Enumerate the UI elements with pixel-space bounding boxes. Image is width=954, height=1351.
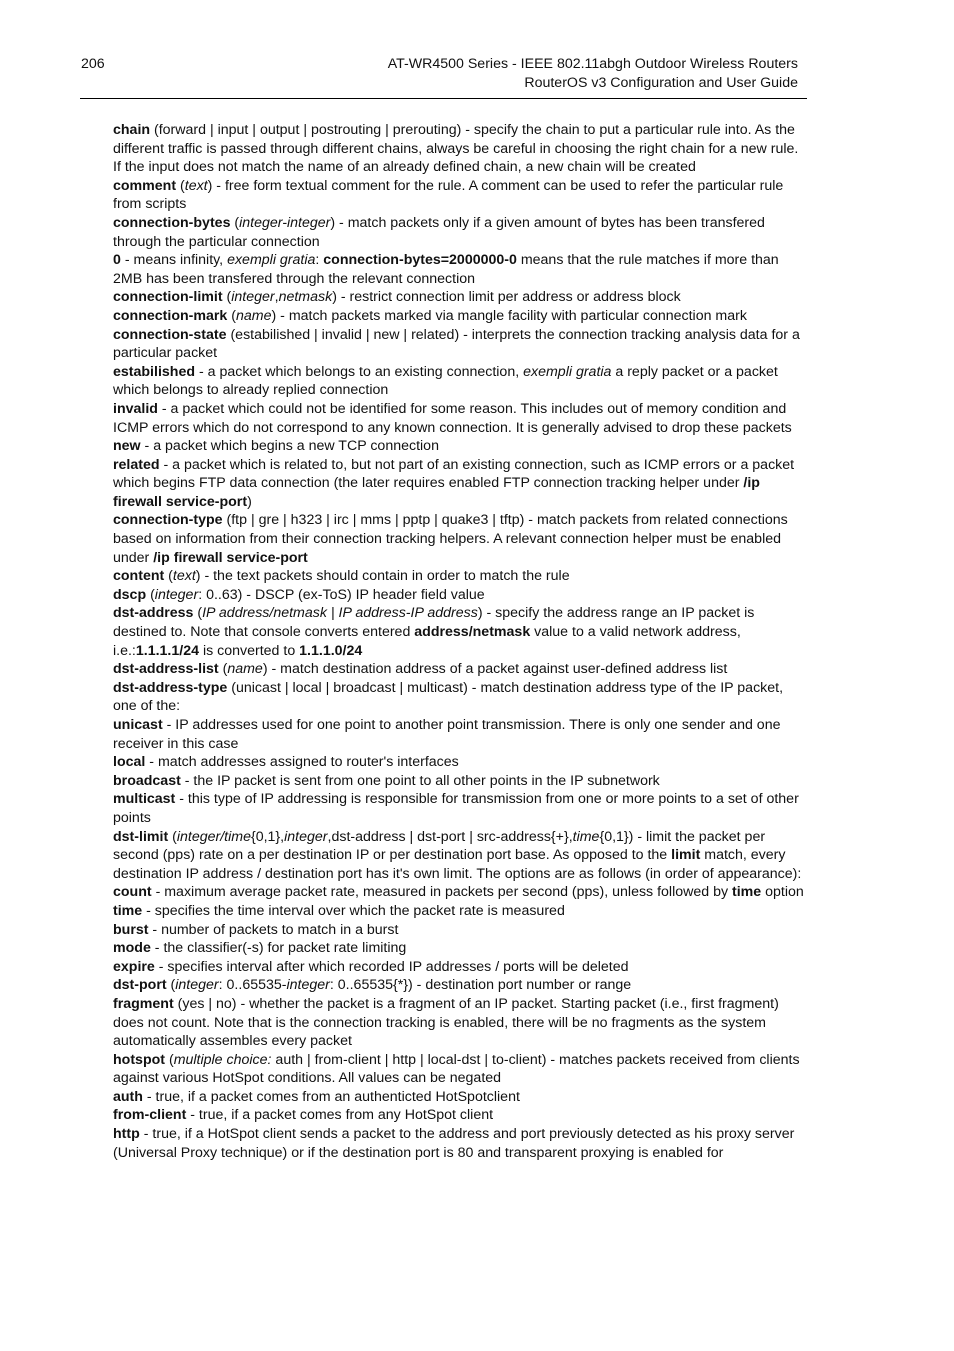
parameter-term: invalid [113, 400, 158, 417]
page-number: 206 [81, 56, 105, 72]
parameter-entry [113, 716, 807, 753]
parameter-text: - the IP packet is sent from one point to all other points in the IP subnetwork [180, 772, 660, 789]
parameter-term: comment [113, 177, 177, 194]
parameter-text: ( [165, 1051, 174, 1068]
parameter-entry [113, 604, 807, 660]
parameter-entry [113, 1051, 807, 1088]
parameter-term: connection-state [113, 326, 227, 343]
parameter-text: (unicast | local | broadcast | multicast) - match destination address type of the IP packet, one of the: [113, 679, 784, 715]
parameter-type: text [172, 568, 196, 585]
parameter-text: ,dst-address | dst-port | src-address{+}, [327, 828, 573, 845]
parameter-entry [113, 958, 807, 977]
parameter-term: local [113, 754, 146, 771]
document-title [388, 55, 798, 93]
parameter-text: ) - restrict connection limit per address or address block [332, 289, 681, 306]
parameter-entry [113, 1106, 807, 1125]
parameter-type: integer-integer [239, 214, 331, 231]
parameter-term: connection-mark [113, 307, 228, 324]
parameter-text: value to a valid network address, i.e.: [113, 624, 741, 659]
parameter-text: - means infinity, [120, 252, 228, 269]
parameter-entry [113, 307, 807, 326]
parameter-entry [113, 121, 807, 177]
parameter-term: limit [671, 847, 701, 864]
parameter-type: IP address/netmask | IP address-IP address [202, 605, 478, 622]
parameter-term: address/netmask [414, 624, 531, 641]
parameter-text: ) - free form textual comment for the rule. A comment can be used to refer the particular rule from scripts [113, 177, 784, 213]
parameter-text: match, every destination IP address / destination port has it's own limit. The options are as follows (in order of appearance): [113, 847, 802, 882]
parameter-term: time [113, 902, 143, 919]
parameter-term: 0 [113, 252, 121, 269]
parameter-type: integer [231, 289, 275, 306]
parameter-term: connection-bytes=2000000-0 [323, 252, 517, 269]
parameter-term: mode [113, 940, 151, 957]
parameter-text: ( [230, 214, 240, 231]
page-header [80, 55, 807, 99]
parameter-text: ) - match destination address of a packet against user-defined address list [262, 661, 728, 678]
parameter-text: ( [168, 828, 177, 845]
parameter-text: - true, if a packet comes from any HotSpot client [186, 1107, 494, 1124]
parameter-entry [113, 437, 807, 456]
parameter-text: means that the rule matches if more than 2MB has been transfered through the relevant connection [113, 252, 779, 287]
parameter-term: chain [113, 122, 151, 138]
parameter-term: dst-address [113, 605, 194, 622]
parameter-term: estabilished [113, 363, 196, 380]
parameter-term: dscp [113, 586, 147, 603]
parameter-entry [113, 753, 807, 772]
parameter-entry [113, 976, 807, 995]
parameter-term: connection-type [113, 512, 223, 529]
parameter-term: from-client [113, 1107, 187, 1124]
parameter-text: (forward | input | output | postrouting | prerouting) - specify the chain to put a particular rule into. As the different traffic is passed through different chains, always be careful in choosing the right chain for a new rule. If the input does not match the name of an already defined chain, a new chain will be created [113, 122, 799, 176]
parameter-text: ( [176, 177, 185, 194]
parameter-text: ) - specify the address range an IP packet is destined to. Note that console converts entered [113, 605, 755, 641]
parameter-text: - maximum average packet rate, measured in packets per second (pps), unless followed by [151, 884, 733, 901]
parameter-text: ) - the text packets should contain in order to match the rule [195, 568, 570, 585]
parameter-text: ) [247, 493, 252, 510]
parameter-term: dst-address-type [113, 679, 228, 696]
parameter-term: fragment [113, 995, 174, 1012]
parameter-entry [113, 883, 807, 902]
document-title-line-1: AT-WR4500 Series - IEEE 802.11abgh Outdoor Wireless Routers [387, 56, 798, 72]
parameter-list [113, 121, 807, 1162]
parameter-term: auth [113, 1088, 143, 1105]
parameter-term: burst [113, 921, 149, 938]
parameter-entry [113, 1088, 807, 1107]
parameter-text: ( [146, 586, 155, 603]
parameter-term: dst-limit [113, 828, 169, 845]
parameter-text: - specifies the time interval over which the packet rate is measured [142, 902, 565, 919]
parameter-type: integer [175, 977, 219, 994]
parameter-text: {0,1}, [250, 828, 285, 845]
parameter-type: multiple choice: [173, 1051, 272, 1068]
parameter-text: : 0..65535- [218, 977, 287, 994]
parameter-entry [113, 214, 807, 251]
parameter-text: ( [218, 661, 228, 678]
parameter-text: , [274, 289, 279, 306]
parameter-entry [113, 1125, 807, 1162]
parameter-term: multicast [113, 791, 176, 808]
parameter-entry [113, 326, 807, 363]
parameter-type: name [235, 307, 272, 324]
parameter-entry [113, 177, 807, 214]
parameter-entry [113, 772, 807, 791]
parameter-term: related [113, 456, 160, 473]
parameter-text: option [761, 884, 804, 901]
parameter-term: dst-port [113, 977, 167, 994]
parameter-type: exempli gratia [523, 363, 612, 380]
parameter-term: new [113, 438, 141, 455]
parameter-text: ( [166, 977, 176, 994]
parameter-term: hotspot [113, 1051, 166, 1068]
parameter-text: a reply packet or a packet which belongs to already replied connection [113, 363, 778, 399]
parameter-text: - a packet which is related to, but not part of an existing connection, such as ICMP errors or a packet which begins FTP data connection (the later requires enabled FTP connection tracking helper under [113, 456, 795, 492]
parameter-entry [113, 828, 807, 884]
parameter-text: - a packet which belongs to an existing connection, [195, 363, 524, 380]
parameter-term: content [113, 568, 165, 585]
parameter-text: - match addresses assigned to router's interfaces [145, 754, 459, 771]
parameter-term: connection-bytes [113, 214, 231, 231]
parameter-text: - specifies interval after which recorded IP addresses / ports will be deleted [154, 958, 629, 975]
parameter-term: expire [113, 958, 155, 975]
parameter-text: - a packet which begins a new TCP connection [140, 438, 439, 455]
parameter-type: exempli gratia [227, 252, 316, 269]
parameter-text: - number of packets to match in a burst [148, 921, 399, 938]
parameter-type: text [184, 177, 208, 194]
parameter-entry [113, 921, 807, 940]
parameter-type: integer [284, 828, 328, 845]
parameter-entry [113, 251, 807, 288]
parameter-term: http [113, 1126, 140, 1143]
parameter-text: - true, if a packet comes from an authenticted HotSpotclient [142, 1088, 520, 1105]
parameter-text: - the classifier(-s) for packet rate limiting [150, 940, 407, 957]
parameter-text: - this type of IP addressing is responsible for transmission from one or more points to a set of other points [113, 791, 799, 826]
parameter-text: - true, if a HotSpot client sends a packet to the address and port previously detected as his proxy server (Universal Proxy technique) or if the destination port is 80 and transparent proxying is enabled for [113, 1126, 795, 1161]
parameter-term: dst-address-list [113, 661, 219, 678]
parameter-text: (yes | no) - whether the packet is a fragment of an IP packet. Starting packet (i.e., first fragment) does not count. Note that is the connection tracking is enabled, there will be no fragments as the system automatically assembles every packet [113, 995, 779, 1050]
parameter-text: {0,1}) - limit the packet per second (pps) rate on a per destination IP or per destination port base. As opposed to the [113, 828, 766, 864]
parameter-text: - a packet which could not be identified for some reason. This includes out of memory condition and ICMP errors which do not correspond to any known connection. It is generally advised to drop these packets [113, 400, 792, 436]
parameter-type: name [227, 661, 263, 678]
document-title-line-2: RouterOS v3 Configuration and User Guide [524, 75, 798, 91]
parameter-text: (estabilished | invalid | new | related) - interprets the connection tracking analysis data for a particular packet [113, 326, 800, 362]
parameter-term: count [113, 884, 152, 901]
parameter-entry [113, 939, 807, 958]
parameter-text: (ftp | gre | h323 | irc | mms | pptp | quake3 | tftp) - match packets from related connections based on information from their connection tracking helpers. A relevant connection helper must be enabled under [113, 512, 788, 566]
parameter-term: /ip firewall service-port [153, 549, 308, 566]
parameter-entry [113, 679, 807, 716]
parameter-text: is converted to [199, 642, 300, 659]
parameter-entry [113, 902, 807, 921]
parameter-text: ) - match packets marked via mangle facility with particular connection mark [271, 307, 747, 324]
parameter-type: integer [286, 977, 330, 994]
parameter-entry [113, 400, 807, 437]
parameter-entry [113, 363, 807, 400]
parameter-entry [113, 456, 807, 512]
parameter-entry [113, 660, 807, 679]
parameter-type: netmask [278, 289, 333, 306]
parameter-type: integer [154, 586, 199, 603]
parameter-entry [113, 995, 807, 1051]
parameter-text: : 0..65535{*}) - destination port number or range [329, 977, 632, 994]
parameter-text: : 0..63) - DSCP (ex-ToS) IP header field value [198, 586, 485, 603]
parameter-text: ( [222, 289, 232, 306]
parameter-term: 1.1.1.1/24 [135, 642, 199, 659]
parameter-term: time [732, 884, 762, 901]
parameter-entry [113, 586, 807, 605]
parameter-text: : [315, 252, 324, 269]
parameter-text: ( [193, 605, 203, 622]
parameter-text: - IP addresses used for one point to another point transmission. There is only one sender and one receiver in this case [113, 717, 781, 752]
parameter-term: unicast [113, 717, 163, 733]
parameter-term: broadcast [113, 772, 181, 789]
parameter-entry [113, 790, 807, 827]
parameter-term: 1.1.1.0/24 [299, 642, 363, 659]
parameter-text: ) - match packets only if a given amount of bytes has been transfered through the particular connection [113, 214, 765, 250]
parameter-term: connection-limit [113, 289, 223, 306]
parameter-text: ( [227, 307, 236, 324]
parameter-text: ( [164, 568, 173, 585]
parameter-term: /ip firewall service-port [113, 475, 760, 510]
parameter-entry [113, 511, 807, 567]
parameter-type: time [572, 828, 600, 845]
parameter-entry [113, 288, 807, 307]
parameter-type: integer/time [176, 828, 251, 845]
parameter-entry [113, 567, 807, 586]
parameter-text: auth | from-client | http | local-dst | to-client) - matches packets received from clients against various HotSpot conditions. All values can be negated [113, 1051, 800, 1087]
